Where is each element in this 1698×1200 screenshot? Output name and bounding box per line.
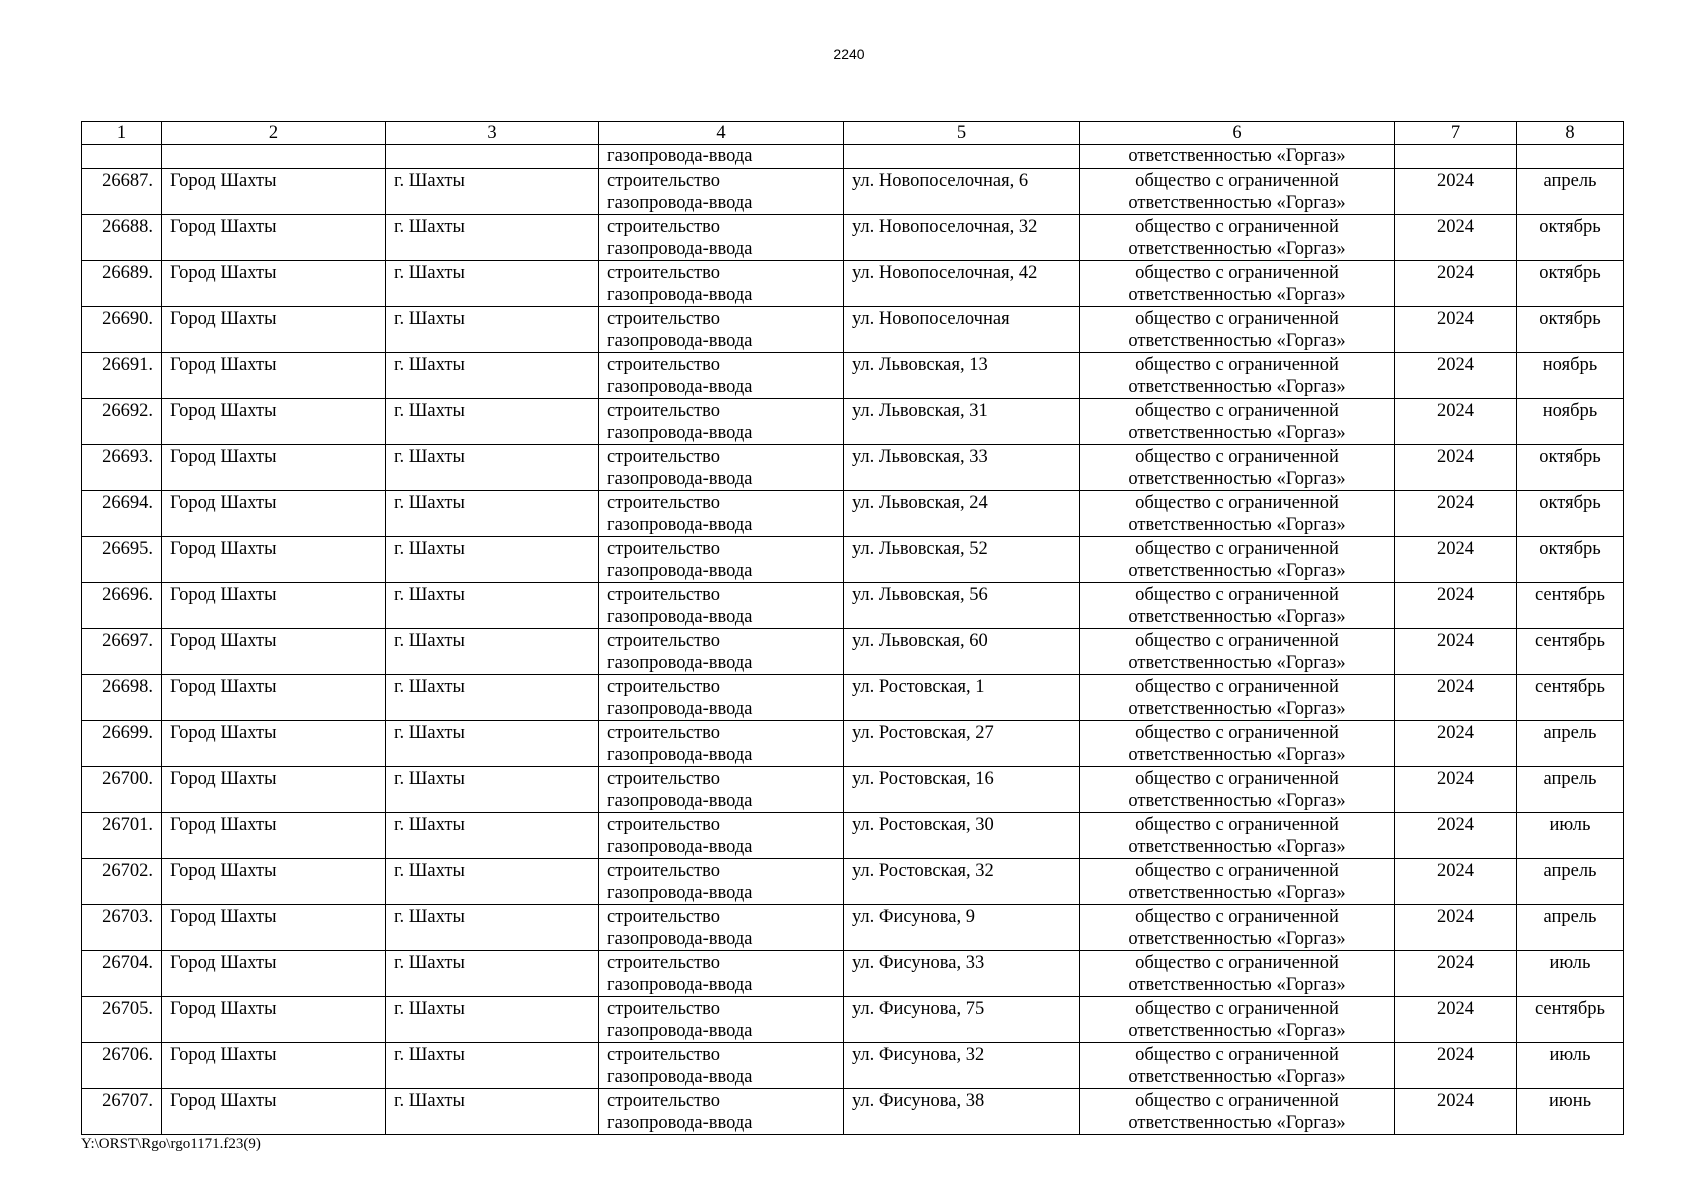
year-cell: 2024	[1395, 859, 1517, 905]
organization-line-2: ответственностью «Горгаз»	[1128, 975, 1346, 995]
settlement-cell: г. Шахты	[386, 1043, 599, 1089]
row-number: 26697.	[82, 629, 162, 675]
work-type-line-1: строительство	[607, 1091, 721, 1111]
organization-cell	[1080, 583, 1395, 629]
year-cell: 2024	[1395, 215, 1517, 261]
organization-line-1: общество с ограниченной	[1135, 401, 1339, 421]
work-type-cell	[599, 353, 844, 399]
table-row	[82, 491, 1624, 537]
address-cell: ул. Ростовская, 1	[844, 675, 1080, 721]
work-type-cell	[599, 399, 844, 445]
row-number: 26706.	[82, 1043, 162, 1089]
table-row	[82, 353, 1624, 399]
work-type-line-2: газопровода-ввода	[607, 239, 753, 259]
address-cell: ул. Львовская, 33	[844, 445, 1080, 491]
table-row	[82, 1089, 1624, 1135]
continuation-cell-5	[844, 145, 1080, 169]
table-row	[82, 537, 1624, 583]
month-cell: июль	[1517, 1043, 1624, 1089]
settlement-cell: г. Шахты	[386, 399, 599, 445]
organization-cell	[1080, 353, 1395, 399]
organization-line-2: ответственностью «Горгаз»	[1128, 377, 1346, 397]
settlement-cell: г. Шахты	[386, 353, 599, 399]
municipality-cell: Город Шахты	[162, 859, 386, 905]
month-cell: октябрь	[1517, 445, 1624, 491]
row-number: 26692.	[82, 399, 162, 445]
page-number: 2240	[833, 46, 865, 62]
continuation-cell-8	[1517, 145, 1624, 169]
municipality-cell: Город Шахты	[162, 721, 386, 767]
month-cell: сентябрь	[1517, 675, 1624, 721]
work-type-line-2: газопровода-ввода	[607, 929, 753, 949]
column-number-row	[82, 122, 1624, 145]
address-cell: ул. Новопоселочная	[844, 307, 1080, 353]
organization-cell	[1080, 307, 1395, 353]
work-type-cell	[599, 215, 844, 261]
table-row	[82, 905, 1624, 951]
settlement-cell: г. Шахты	[386, 1089, 599, 1135]
work-type-cell	[599, 491, 844, 537]
continuation-cell-2	[162, 145, 386, 169]
municipality-cell: Город Шахты	[162, 583, 386, 629]
organization-line-1: общество с ограниченной	[1135, 355, 1339, 375]
municipality-cell: Город Шахты	[162, 997, 386, 1043]
continuation-organization: ответственностью «Горгаз»	[1080, 145, 1395, 169]
table-row	[82, 261, 1624, 307]
work-type-line-1: строительство	[607, 217, 721, 237]
month-cell: сентябрь	[1517, 997, 1624, 1043]
organization-line-1: общество с ограниченной	[1135, 171, 1339, 191]
organization-line-1: общество с ограниченной	[1135, 309, 1339, 329]
settlement-cell: г. Шахты	[386, 721, 599, 767]
work-type-cell	[599, 905, 844, 951]
continuation-cell-3	[386, 145, 599, 169]
column-number-4: 4	[599, 122, 844, 145]
month-cell: октябрь	[1517, 307, 1624, 353]
work-type-cell	[599, 721, 844, 767]
municipality-cell: Город Шахты	[162, 1043, 386, 1089]
work-type-cell	[599, 997, 844, 1043]
year-cell: 2024	[1395, 537, 1517, 583]
organization-cell	[1080, 1043, 1395, 1089]
organization-line-2: ответственностью «Горгаз»	[1128, 1113, 1346, 1133]
year-cell: 2024	[1395, 491, 1517, 537]
work-type-cell	[599, 445, 844, 491]
table-row	[82, 629, 1624, 675]
table-row	[82, 767, 1624, 813]
organization-line-1: общество с ограниченной	[1135, 1091, 1339, 1111]
work-type-line-1: строительство	[607, 861, 721, 881]
continuation-row	[82, 145, 1624, 169]
organization-line-2: ответственностью «Горгаз»	[1128, 883, 1346, 903]
work-type-line-2: газопровода-ввода	[607, 653, 753, 673]
work-type-line-2: газопровода-ввода	[607, 1113, 753, 1133]
organization-line-2: ответственностью «Горгаз»	[1128, 193, 1346, 213]
month-cell: июнь	[1517, 1089, 1624, 1135]
organization-line-2: ответственностью «Горгаз»	[1128, 1067, 1346, 1087]
work-type-cell	[599, 583, 844, 629]
work-type-line-2: газопровода-ввода	[607, 561, 753, 581]
year-cell: 2024	[1395, 307, 1517, 353]
work-type-cell	[599, 767, 844, 813]
municipality-cell: Город Шахты	[162, 813, 386, 859]
work-type-cell	[599, 629, 844, 675]
continuation-work: газопровода-ввода	[599, 145, 844, 169]
organization-cell	[1080, 537, 1395, 583]
work-type-line-1: строительство	[607, 631, 721, 651]
address-cell: ул. Новопоселочная, 32	[844, 215, 1080, 261]
organization-cell	[1080, 997, 1395, 1043]
footer-file-path: Y:\ORST\Rgo\rgo1171.f23(9)	[81, 1136, 261, 1152]
address-cell: ул. Новопоселочная, 42	[844, 261, 1080, 307]
organization-line-2: ответственностью «Горгаз»	[1128, 515, 1346, 535]
organization-line-2: ответственностью «Горгаз»	[1128, 653, 1346, 673]
table-row	[82, 445, 1624, 491]
work-type-line-2: газопровода-ввода	[607, 377, 753, 397]
organization-line-1: общество с ограниченной	[1135, 631, 1339, 651]
address-cell: ул. Львовская, 56	[844, 583, 1080, 629]
row-number: 26703.	[82, 905, 162, 951]
row-number: 26704.	[82, 951, 162, 997]
municipality-cell: Город Шахты	[162, 1089, 386, 1135]
address-cell: ул. Фисунова, 33	[844, 951, 1080, 997]
year-cell: 2024	[1395, 445, 1517, 491]
settlement-cell: г. Шахты	[386, 997, 599, 1043]
row-number: 26696.	[82, 583, 162, 629]
month-cell: апрель	[1517, 859, 1624, 905]
organization-line-1: общество с ограниченной	[1135, 539, 1339, 559]
address-cell: ул. Фисунова, 38	[844, 1089, 1080, 1135]
organization-cell	[1080, 399, 1395, 445]
address-cell: ул. Фисунова, 75	[844, 997, 1080, 1043]
column-number-6: 6	[1080, 122, 1395, 145]
column-number-8: 8	[1517, 122, 1624, 145]
organization-cell	[1080, 813, 1395, 859]
organization-line-1: общество с ограниченной	[1135, 953, 1339, 973]
organization-line-1: общество с ограниченной	[1135, 217, 1339, 237]
organization-cell	[1080, 859, 1395, 905]
organization-line-2: ответственностью «Горгаз»	[1128, 745, 1346, 765]
year-cell: 2024	[1395, 583, 1517, 629]
year-cell: 2024	[1395, 675, 1517, 721]
organization-line-2: ответственностью «Горгаз»	[1128, 837, 1346, 857]
organization-cell	[1080, 491, 1395, 537]
work-type-cell	[599, 951, 844, 997]
settlement-cell: г. Шахты	[386, 675, 599, 721]
municipality-cell: Город Шахты	[162, 905, 386, 951]
settlement-cell: г. Шахты	[386, 261, 599, 307]
table-row	[82, 813, 1624, 859]
work-type-line-2: газопровода-ввода	[607, 331, 753, 351]
settlement-cell: г. Шахты	[386, 583, 599, 629]
register-table	[81, 121, 1624, 1135]
organization-line-1: общество с ограниченной	[1135, 861, 1339, 881]
settlement-cell: г. Шахты	[386, 767, 599, 813]
month-cell: октябрь	[1517, 261, 1624, 307]
work-type-line-2: газопровода-ввода	[607, 791, 753, 811]
table-row	[82, 675, 1624, 721]
column-number-2: 2	[162, 122, 386, 145]
organization-line-2: ответственностью «Горгаз»	[1128, 1021, 1346, 1041]
organization-line-1: общество с ограниченной	[1135, 447, 1339, 467]
organization-line-1: общество с ограниченной	[1135, 999, 1339, 1019]
work-type-line-1: строительство	[607, 263, 721, 283]
year-cell: 2024	[1395, 721, 1517, 767]
work-type-cell	[599, 675, 844, 721]
work-type-line-2: газопровода-ввода	[607, 745, 753, 765]
work-type-line-2: газопровода-ввода	[607, 285, 753, 305]
organization-cell	[1080, 721, 1395, 767]
address-cell: ул. Львовская, 13	[844, 353, 1080, 399]
work-type-line-1: строительство	[607, 493, 721, 513]
year-cell: 2024	[1395, 997, 1517, 1043]
table-body	[82, 122, 1624, 1135]
table-row	[82, 583, 1624, 629]
organization-line-1: общество с ограниченной	[1135, 815, 1339, 835]
table-row	[82, 997, 1624, 1043]
organization-cell	[1080, 905, 1395, 951]
organization-line-1: общество с ограниченной	[1135, 723, 1339, 743]
work-type-line-1: строительство	[607, 815, 721, 835]
year-cell: 2024	[1395, 1089, 1517, 1135]
settlement-cell: г. Шахты	[386, 629, 599, 675]
work-type-cell	[599, 1043, 844, 1089]
organization-line-1: общество с ограниченной	[1135, 585, 1339, 605]
month-cell: апрель	[1517, 767, 1624, 813]
organization-line-2: ответственностью «Горгаз»	[1128, 423, 1346, 443]
settlement-cell: г. Шахты	[386, 859, 599, 905]
organization-line-2: ответственностью «Горгаз»	[1128, 607, 1346, 627]
municipality-cell: Город Шахты	[162, 261, 386, 307]
organization-line-1: общество с ограниченной	[1135, 907, 1339, 927]
table-row	[82, 721, 1624, 767]
work-type-line-2: газопровода-ввода	[607, 193, 753, 213]
municipality-cell: Город Шахты	[162, 215, 386, 261]
work-type-line-2: газопровода-ввода	[607, 1067, 753, 1087]
settlement-cell: г. Шахты	[386, 307, 599, 353]
row-number: 26690.	[82, 307, 162, 353]
municipality-cell: Город Шахты	[162, 537, 386, 583]
row-number: 26689.	[82, 261, 162, 307]
municipality-cell: Город Шахты	[162, 767, 386, 813]
month-cell: июль	[1517, 951, 1624, 997]
table-row	[82, 399, 1624, 445]
table-row	[82, 215, 1624, 261]
municipality-cell: Город Шахты	[162, 629, 386, 675]
work-type-cell	[599, 859, 844, 905]
address-cell: ул. Львовская, 31	[844, 399, 1080, 445]
continuation-cell-7	[1395, 145, 1517, 169]
work-type-line-2: газопровода-ввода	[607, 1021, 753, 1041]
work-type-line-2: газопровода-ввода	[607, 469, 753, 489]
settlement-cell: г. Шахты	[386, 491, 599, 537]
organization-line-2: ответственностью «Горгаз»	[1128, 331, 1346, 351]
settlement-cell: г. Шахты	[386, 169, 599, 215]
row-number: 26687.	[82, 169, 162, 215]
row-number: 26701.	[82, 813, 162, 859]
row-number: 26695.	[82, 537, 162, 583]
address-cell: ул. Ростовская, 30	[844, 813, 1080, 859]
organization-cell	[1080, 169, 1395, 215]
organization-line-2: ответственностью «Горгаз»	[1128, 239, 1346, 259]
address-cell: ул. Ростовская, 16	[844, 767, 1080, 813]
organization-line-1: общество с ограниченной	[1135, 677, 1339, 697]
address-cell: ул. Ростовская, 27	[844, 721, 1080, 767]
address-cell: ул. Фисунова, 9	[844, 905, 1080, 951]
row-number: 26705.	[82, 997, 162, 1043]
organization-cell	[1080, 767, 1395, 813]
municipality-cell: Город Шахты	[162, 353, 386, 399]
month-cell: ноябрь	[1517, 399, 1624, 445]
year-cell: 2024	[1395, 813, 1517, 859]
month-cell: ноябрь	[1517, 353, 1624, 399]
organization-line-2: ответственностью «Горгаз»	[1128, 469, 1346, 489]
organization-cell	[1080, 1089, 1395, 1135]
row-number: 26707.	[82, 1089, 162, 1135]
work-type-line-1: строительство	[607, 309, 721, 329]
organization-line-2: ответственностью «Горгаз»	[1128, 699, 1346, 719]
month-cell: сентябрь	[1517, 629, 1624, 675]
work-type-cell	[599, 813, 844, 859]
organization-line-1: общество с ограниченной	[1135, 263, 1339, 283]
work-type-line-1: строительство	[607, 539, 721, 559]
work-type-line-2: газопровода-ввода	[607, 837, 753, 857]
work-type-cell	[599, 1089, 844, 1135]
organization-cell	[1080, 445, 1395, 491]
year-cell: 2024	[1395, 353, 1517, 399]
address-cell: ул. Ростовская, 32	[844, 859, 1080, 905]
table-row	[82, 1043, 1624, 1089]
settlement-cell: г. Шахты	[386, 215, 599, 261]
row-number: 26688.	[82, 215, 162, 261]
column-number-7: 7	[1395, 122, 1517, 145]
municipality-cell: Город Шахты	[162, 169, 386, 215]
row-number: 26691.	[82, 353, 162, 399]
work-type-line-2: газопровода-ввода	[607, 975, 753, 995]
work-type-line-2: газопровода-ввода	[607, 423, 753, 443]
work-type-line-2: газопровода-ввода	[607, 607, 753, 627]
address-cell: ул. Львовская, 52	[844, 537, 1080, 583]
table-row	[82, 951, 1624, 997]
organization-line-2: ответственностью «Горгаз»	[1128, 285, 1346, 305]
row-number: 26693.	[82, 445, 162, 491]
work-type-line-1: строительство	[607, 677, 721, 697]
month-cell: июль	[1517, 813, 1624, 859]
municipality-cell: Город Шахты	[162, 675, 386, 721]
work-type-line-1: строительство	[607, 401, 721, 421]
organization-line-2: ответственностью «Горгаз»	[1128, 929, 1346, 949]
address-cell: ул. Фисунова, 32	[844, 1043, 1080, 1089]
work-type-cell	[599, 307, 844, 353]
work-type-line-1: строительство	[607, 953, 721, 973]
row-number: 26702.	[82, 859, 162, 905]
municipality-cell: Город Шахты	[162, 445, 386, 491]
row-number: 26698.	[82, 675, 162, 721]
work-type-line-2: газопровода-ввода	[607, 699, 753, 719]
work-type-cell	[599, 537, 844, 583]
row-number: 26694.	[82, 491, 162, 537]
organization-line-1: общество с ограниченной	[1135, 1045, 1339, 1065]
month-cell: апрель	[1517, 905, 1624, 951]
month-cell: апрель	[1517, 721, 1624, 767]
month-cell: октябрь	[1517, 491, 1624, 537]
municipality-cell: Город Шахты	[162, 491, 386, 537]
month-cell: сентябрь	[1517, 583, 1624, 629]
column-number-1: 1	[82, 122, 162, 145]
year-cell: 2024	[1395, 629, 1517, 675]
row-number: 26699.	[82, 721, 162, 767]
settlement-cell: г. Шахты	[386, 537, 599, 583]
work-type-line-2: газопровода-ввода	[607, 883, 753, 903]
work-type-line-1: строительство	[607, 355, 721, 375]
year-cell: 2024	[1395, 1043, 1517, 1089]
address-cell: ул. Львовская, 24	[844, 491, 1080, 537]
work-type-cell	[599, 169, 844, 215]
organization-cell	[1080, 215, 1395, 261]
year-cell: 2024	[1395, 169, 1517, 215]
address-cell: ул. Львовская, 60	[844, 629, 1080, 675]
organization-cell	[1080, 951, 1395, 997]
settlement-cell: г. Шахты	[386, 813, 599, 859]
work-type-line-1: строительство	[607, 999, 721, 1019]
organization-cell	[1080, 629, 1395, 675]
month-cell: октябрь	[1517, 537, 1624, 583]
column-number-5: 5	[844, 122, 1080, 145]
organization-line-2: ответственностью «Горгаз»	[1128, 561, 1346, 581]
year-cell: 2024	[1395, 951, 1517, 997]
row-number: 26700.	[82, 767, 162, 813]
settlement-cell: г. Шахты	[386, 445, 599, 491]
table-row	[82, 307, 1624, 353]
continuation-cell-1	[82, 145, 162, 169]
work-type-line-1: строительство	[607, 769, 721, 789]
work-type-line-1: строительство	[607, 907, 721, 927]
organization-cell	[1080, 261, 1395, 307]
table-row	[82, 169, 1624, 215]
year-cell: 2024	[1395, 399, 1517, 445]
work-type-line-1: строительство	[607, 585, 721, 605]
municipality-cell: Город Шахты	[162, 399, 386, 445]
municipality-cell: Город Шахты	[162, 307, 386, 353]
month-cell: апрель	[1517, 169, 1624, 215]
work-type-cell	[599, 261, 844, 307]
work-type-line-1: строительство	[607, 171, 721, 191]
settlement-cell: г. Шахты	[386, 951, 599, 997]
organization-line-1: общество с ограниченной	[1135, 493, 1339, 513]
column-number-3: 3	[386, 122, 599, 145]
month-cell: октябрь	[1517, 215, 1624, 261]
table-row	[82, 859, 1624, 905]
year-cell: 2024	[1395, 261, 1517, 307]
organization-cell	[1080, 675, 1395, 721]
work-type-line-1: строительство	[607, 447, 721, 467]
work-type-line-1: строительство	[607, 1045, 721, 1065]
settlement-cell: г. Шахты	[386, 905, 599, 951]
organization-line-1: общество с ограниченной	[1135, 769, 1339, 789]
address-cell: ул. Новопоселочная, 6	[844, 169, 1080, 215]
municipality-cell: Город Шахты	[162, 951, 386, 997]
work-type-line-2: газопровода-ввода	[607, 515, 753, 535]
organization-line-2: ответственностью «Горгаз»	[1128, 791, 1346, 811]
year-cell: 2024	[1395, 767, 1517, 813]
year-cell: 2024	[1395, 905, 1517, 951]
work-type-line-1: строительство	[607, 723, 721, 743]
